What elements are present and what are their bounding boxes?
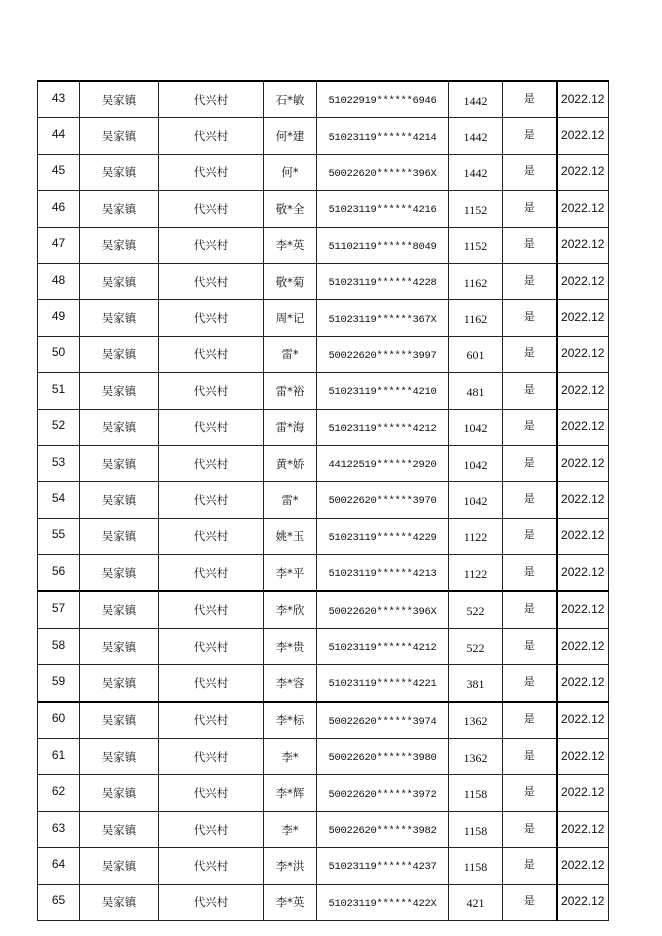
cell-name: 敬*菊	[264, 263, 317, 299]
cell-name: 李*平	[264, 555, 317, 592]
cell-date: 2022.12	[557, 336, 609, 372]
cell-town: 吴家镇	[80, 81, 159, 118]
cell-name: 何*	[264, 154, 317, 190]
cell-name: 李*贵	[264, 628, 317, 664]
cell-id-number: 50022620******396X	[317, 154, 449, 190]
cell-serial-number: 55	[38, 518, 80, 554]
cell-serial-number: 60	[38, 702, 80, 739]
cell-village: 代兴村	[159, 482, 264, 518]
table-row	[38, 118, 609, 154]
cell-name: 敬*全	[264, 191, 317, 227]
cell-village: 代兴村	[159, 775, 264, 811]
cell-serial-number: 43	[38, 81, 80, 118]
cell-flag: 是	[503, 775, 557, 811]
cell-id-number: 50022620******396X	[317, 591, 449, 628]
cell-village: 代兴村	[159, 409, 264, 445]
cell-amount: 1362	[449, 702, 503, 739]
document-page	[37, 80, 608, 921]
cell-amount: 1158	[449, 775, 503, 811]
cell-amount: 1122	[449, 518, 503, 554]
table-row	[38, 739, 609, 775]
cell-date: 2022.12	[557, 263, 609, 299]
cell-date: 2022.12	[557, 300, 609, 336]
table-row	[38, 848, 609, 884]
cell-village: 代兴村	[159, 739, 264, 775]
table-row	[38, 591, 609, 628]
cell-amount: 601	[449, 336, 503, 372]
cell-id-number: 51023119******4210	[317, 373, 449, 409]
cell-name: 黄*娇	[264, 445, 317, 481]
cell-date: 2022.12	[557, 811, 609, 847]
cell-id-number: 51023119******4212	[317, 409, 449, 445]
cell-id-number: 50022620******3997	[317, 336, 449, 372]
beneficiary-table	[37, 80, 609, 921]
cell-flag: 是	[503, 300, 557, 336]
cell-town: 吴家镇	[80, 409, 159, 445]
table-row	[38, 81, 609, 118]
cell-amount: 421	[449, 884, 503, 920]
cell-village: 代兴村	[159, 263, 264, 299]
cell-date: 2022.12	[557, 81, 609, 118]
cell-amount: 1042	[449, 445, 503, 481]
cell-id-number: 51023119******4228	[317, 263, 449, 299]
cell-village: 代兴村	[159, 591, 264, 628]
cell-date: 2022.12	[557, 482, 609, 518]
cell-flag: 是	[503, 81, 557, 118]
cell-amount: 1152	[449, 191, 503, 227]
table-row	[38, 336, 609, 372]
cell-date: 2022.12	[557, 518, 609, 554]
table-row	[38, 884, 609, 920]
cell-id-number: 44122519******2920	[317, 445, 449, 481]
cell-id-number: 51023119******4213	[317, 555, 449, 592]
cell-id-number: 50022620******3974	[317, 702, 449, 739]
cell-village: 代兴村	[159, 81, 264, 118]
table-row	[38, 518, 609, 554]
cell-town: 吴家镇	[80, 665, 159, 702]
cell-date: 2022.12	[557, 118, 609, 154]
cell-id-number: 51023119******4237	[317, 848, 449, 884]
table-row	[38, 482, 609, 518]
cell-town: 吴家镇	[80, 445, 159, 481]
cell-serial-number: 64	[38, 848, 80, 884]
cell-flag: 是	[503, 191, 557, 227]
table-row	[38, 775, 609, 811]
cell-serial-number: 61	[38, 739, 80, 775]
cell-town: 吴家镇	[80, 154, 159, 190]
cell-flag: 是	[503, 848, 557, 884]
cell-flag: 是	[503, 118, 557, 154]
cell-date: 2022.12	[557, 775, 609, 811]
cell-village: 代兴村	[159, 373, 264, 409]
cell-date: 2022.12	[557, 227, 609, 263]
cell-flag: 是	[503, 555, 557, 592]
cell-id-number: 51023119******367X	[317, 300, 449, 336]
table-row	[38, 409, 609, 445]
cell-serial-number: 57	[38, 591, 80, 628]
cell-flag: 是	[503, 739, 557, 775]
cell-town: 吴家镇	[80, 702, 159, 739]
cell-town: 吴家镇	[80, 300, 159, 336]
cell-name: 姚*玉	[264, 518, 317, 554]
cell-name: 李*英	[264, 884, 317, 920]
cell-serial-number: 58	[38, 628, 80, 664]
cell-village: 代兴村	[159, 555, 264, 592]
cell-serial-number: 50	[38, 336, 80, 372]
cell-serial-number: 62	[38, 775, 80, 811]
cell-amount: 1162	[449, 300, 503, 336]
cell-amount: 1442	[449, 154, 503, 190]
table-row	[38, 227, 609, 263]
cell-amount: 1158	[449, 848, 503, 884]
cell-id-number: 50022620******3972	[317, 775, 449, 811]
cell-name: 李*标	[264, 702, 317, 739]
cell-flag: 是	[503, 445, 557, 481]
cell-date: 2022.12	[557, 739, 609, 775]
cell-village: 代兴村	[159, 154, 264, 190]
cell-serial-number: 65	[38, 884, 80, 920]
cell-town: 吴家镇	[80, 373, 159, 409]
table-row	[38, 702, 609, 739]
cell-date: 2022.12	[557, 409, 609, 445]
cell-amount: 481	[449, 373, 503, 409]
cell-id-number: 51023119******4214	[317, 118, 449, 154]
cell-flag: 是	[503, 409, 557, 445]
cell-flag: 是	[503, 154, 557, 190]
cell-id-number: 51023119******422X	[317, 884, 449, 920]
cell-date: 2022.12	[557, 884, 609, 920]
cell-village: 代兴村	[159, 118, 264, 154]
cell-village: 代兴村	[159, 884, 264, 920]
cell-amount: 1158	[449, 811, 503, 847]
cell-name: 李*容	[264, 665, 317, 702]
cell-serial-number: 63	[38, 811, 80, 847]
cell-village: 代兴村	[159, 336, 264, 372]
cell-date: 2022.12	[557, 665, 609, 702]
cell-town: 吴家镇	[80, 591, 159, 628]
cell-id-number: 51023119******4221	[317, 665, 449, 702]
cell-town: 吴家镇	[80, 336, 159, 372]
cell-flag: 是	[503, 884, 557, 920]
table-row	[38, 445, 609, 481]
cell-town: 吴家镇	[80, 518, 159, 554]
cell-amount: 522	[449, 591, 503, 628]
cell-village: 代兴村	[159, 445, 264, 481]
cell-name: 何*建	[264, 118, 317, 154]
cell-serial-number: 51	[38, 373, 80, 409]
cell-serial-number: 45	[38, 154, 80, 190]
cell-flag: 是	[503, 702, 557, 739]
cell-town: 吴家镇	[80, 227, 159, 263]
cell-serial-number: 52	[38, 409, 80, 445]
table-row	[38, 665, 609, 702]
cell-serial-number: 54	[38, 482, 80, 518]
cell-amount: 522	[449, 628, 503, 664]
cell-flag: 是	[503, 628, 557, 664]
cell-amount: 381	[449, 665, 503, 702]
cell-flag: 是	[503, 811, 557, 847]
cell-amount: 1362	[449, 739, 503, 775]
cell-town: 吴家镇	[80, 555, 159, 592]
cell-village: 代兴村	[159, 811, 264, 847]
cell-date: 2022.12	[557, 848, 609, 884]
cell-id-number: 51023119******4212	[317, 628, 449, 664]
cell-name: 李*	[264, 811, 317, 847]
cell-serial-number: 44	[38, 118, 80, 154]
cell-date: 2022.12	[557, 445, 609, 481]
table-row	[38, 191, 609, 227]
cell-town: 吴家镇	[80, 775, 159, 811]
cell-town: 吴家镇	[80, 191, 159, 227]
cell-serial-number: 46	[38, 191, 80, 227]
cell-flag: 是	[503, 518, 557, 554]
cell-town: 吴家镇	[80, 628, 159, 664]
cell-town: 吴家镇	[80, 811, 159, 847]
cell-name: 李*辉	[264, 775, 317, 811]
cell-flag: 是	[503, 373, 557, 409]
table-row	[38, 628, 609, 664]
cell-town: 吴家镇	[80, 118, 159, 154]
table-row	[38, 811, 609, 847]
cell-date: 2022.12	[557, 702, 609, 739]
cell-name: 李*	[264, 739, 317, 775]
cell-amount: 1162	[449, 263, 503, 299]
cell-date: 2022.12	[557, 628, 609, 664]
cell-serial-number: 59	[38, 665, 80, 702]
cell-name: 李*欣	[264, 591, 317, 628]
cell-date: 2022.12	[557, 373, 609, 409]
cell-town: 吴家镇	[80, 739, 159, 775]
cell-flag: 是	[503, 482, 557, 518]
cell-name: 石*敏	[264, 81, 317, 118]
cell-id-number: 51022919******6946	[317, 81, 449, 118]
cell-town: 吴家镇	[80, 482, 159, 518]
cell-amount: 1442	[449, 81, 503, 118]
cell-flag: 是	[503, 336, 557, 372]
cell-id-number: 50022620******3970	[317, 482, 449, 518]
cell-name: 李*英	[264, 227, 317, 263]
cell-serial-number: 47	[38, 227, 80, 263]
cell-flag: 是	[503, 227, 557, 263]
table-row	[38, 263, 609, 299]
cell-serial-number: 56	[38, 555, 80, 592]
cell-village: 代兴村	[159, 702, 264, 739]
cell-name: 雷*	[264, 336, 317, 372]
cell-name: 周*记	[264, 300, 317, 336]
cell-amount: 1042	[449, 409, 503, 445]
cell-amount: 1152	[449, 227, 503, 263]
cell-amount: 1122	[449, 555, 503, 592]
cell-flag: 是	[503, 591, 557, 628]
cell-name: 雷*	[264, 482, 317, 518]
cell-flag: 是	[503, 263, 557, 299]
cell-village: 代兴村	[159, 518, 264, 554]
cell-date: 2022.12	[557, 591, 609, 628]
cell-town: 吴家镇	[80, 848, 159, 884]
cell-date: 2022.12	[557, 154, 609, 190]
cell-town: 吴家镇	[80, 263, 159, 299]
cell-id-number: 51102119******8049	[317, 227, 449, 263]
cell-id-number: 50022620******3980	[317, 739, 449, 775]
cell-village: 代兴村	[159, 300, 264, 336]
cell-id-number: 50022620******3982	[317, 811, 449, 847]
cell-amount: 1042	[449, 482, 503, 518]
cell-date: 2022.12	[557, 191, 609, 227]
cell-village: 代兴村	[159, 665, 264, 702]
table-row	[38, 154, 609, 190]
cell-id-number: 51023119******4229	[317, 518, 449, 554]
cell-serial-number: 48	[38, 263, 80, 299]
cell-flag: 是	[503, 665, 557, 702]
cell-id-number: 51023119******4216	[317, 191, 449, 227]
cell-town: 吴家镇	[80, 884, 159, 920]
cell-name: 李*洪	[264, 848, 317, 884]
cell-amount: 1442	[449, 118, 503, 154]
table-body	[38, 81, 609, 920]
cell-name: 雷*裕	[264, 373, 317, 409]
table-row	[38, 300, 609, 336]
table-row	[38, 373, 609, 409]
cell-village: 代兴村	[159, 848, 264, 884]
cell-serial-number: 49	[38, 300, 80, 336]
cell-date: 2022.12	[557, 555, 609, 592]
cell-village: 代兴村	[159, 628, 264, 664]
cell-village: 代兴村	[159, 227, 264, 263]
cell-name: 雷*海	[264, 409, 317, 445]
table-row	[38, 555, 609, 592]
cell-village: 代兴村	[159, 191, 264, 227]
cell-serial-number: 53	[38, 445, 80, 481]
